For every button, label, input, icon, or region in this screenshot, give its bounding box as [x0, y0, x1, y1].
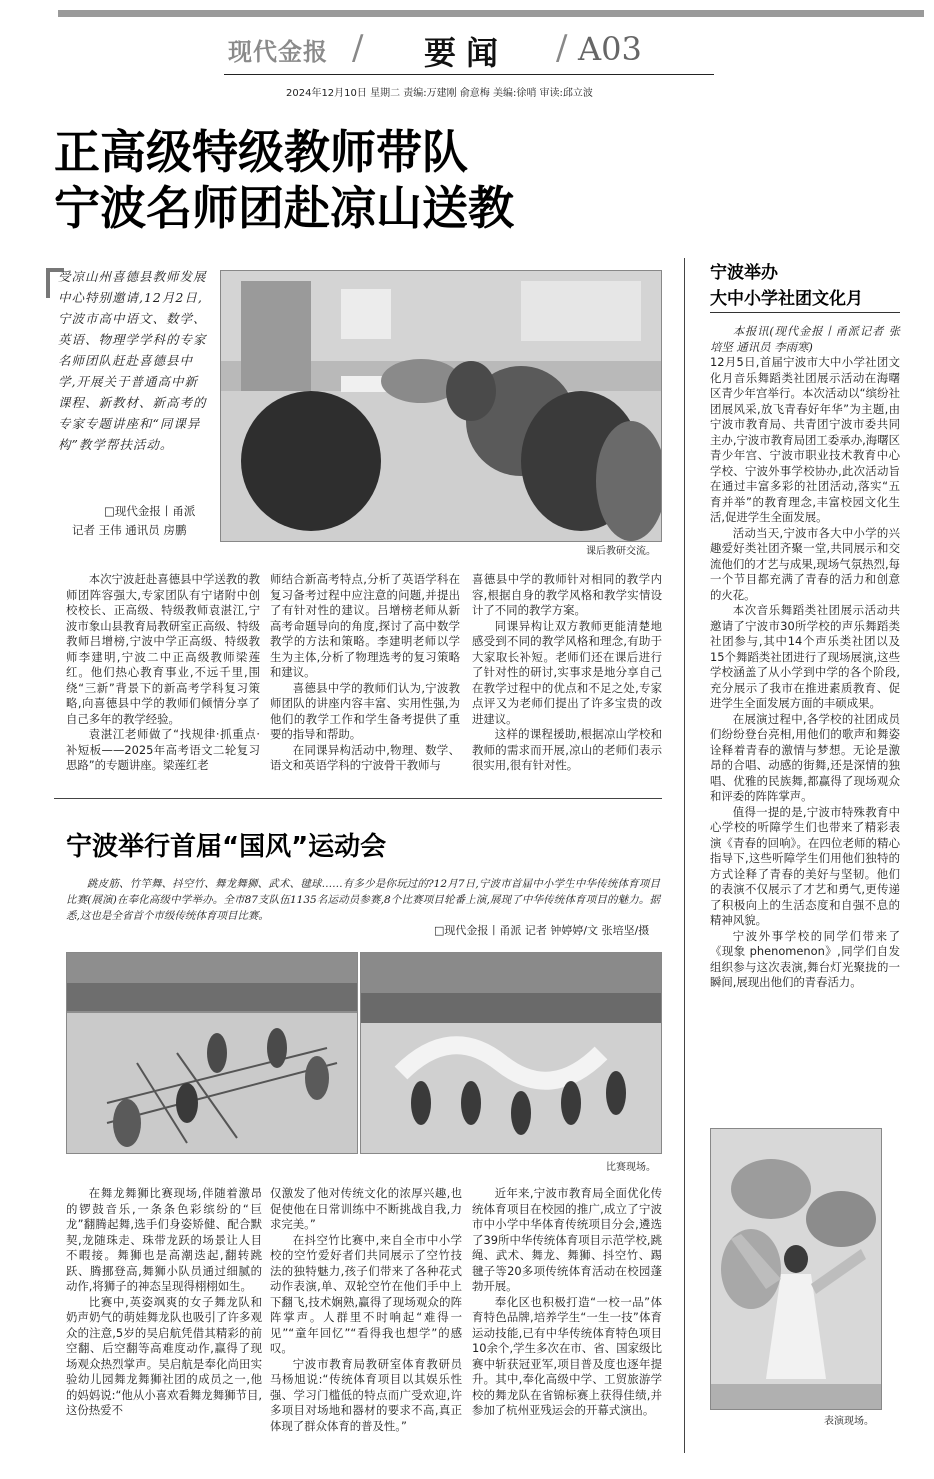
side-headline-rule — [710, 312, 900, 313]
paragraph: 本次宁波赶赴喜德县中学送教的教师团阵容强大,专家团队有宁诸附中创校校长、正高级、特级教师袁湛江,宁波市象山县教育局教研室正高级、特级教师吕增榜,宁波中学正高级、特级教师李建明,宁波二中正高级教师梁莲红。他们热心教育事业,不远千里,围绕“三新”背景下的新高考学科复习策略,向喜德县中学的教师们倾情分享了自己多年的教学经验。 — [66, 572, 260, 726]
side-byline: 本报讯(现代金报丨甬派记者 张培坚 通讯员 李雨寒) — [710, 324, 900, 354]
issue-meta: 2024年12月10日 星期二 责编:万建刚 俞意梅 美编:徐哨 审读:邱立波 — [286, 88, 593, 99]
paragraph: 喜德县中学的教师们认为,宁波教师团队的讲座内容丰富、实用性强,为他们的教学工作和学生备考提供了重要的指导和帮助。 — [270, 680, 460, 741]
second-article-col2 — [270, 1186, 462, 1434]
paragraph: 在舞龙舞狮比赛现场,伴随着激昂的锣鼓音乐,一条条色彩缤纷的“巨龙”翻腾起舞,选手们身姿矫健、配合默契,龙随珠走、珠带龙跃的场景让人目不暇接。舞狮也是高潮迭起,翻转跳跃、腾挪登高,舞狮小队员通过细腻的动作,将狮子的神态呈现得栩栩如生。 — [66, 1186, 262, 1293]
paragraph: 比赛中,英姿飒爽的女子舞龙队和奶声奶气的萌娃舞龙队也吸引了许多观众的注意,5岁的吴启航凭借其精彩的前空翻、后空翻等高难度动作,赢得了现场观众热烈掌声。吴启航是奉化尚田实验幼儿园舞龙舞狮社团的成员之一,他的妈妈说:“他从小喜欢看舞龙舞狮节目,这份热爱不 — [66, 1294, 262, 1417]
separator-slash: / — [352, 28, 364, 68]
main-byline-line2: 记者 王伟 通讯员 房鹏 — [72, 523, 187, 537]
paragraph: 本次音乐舞蹈类社团展示活动共邀请了宁波市30所学校的声乐舞蹈类社团参与,其中14个声乐类社团以及15个舞蹈类社团进行了现场展演,这些学校涵盖了从小学到中学的各个阶段,充分展示了我市在推进素质教育、促进学生全面发展方面的丰硕成果。 — [710, 603, 900, 710]
second-intro: 跳皮筋、竹竿舞、抖空竹、舞龙舞狮、武术、毽球……有多少是你玩过的?12月7日,宁波市首届中小学生中华传统体育项目比赛(展演)在奉化高级中学举办。全市87支队伍1135名运动员参赛,8个比赛项目轮番上演,展现了中华传统体育项目的魅力。据悉,这也是全省首个市级传统体育项目比赛。 — [66, 878, 660, 922]
side-headline-line1: 宁波举办 — [710, 263, 778, 283]
performance-photo-caption: 表演现场。 — [824, 1416, 874, 1427]
second-article-col1 — [66, 1186, 262, 1419]
page-number: A03 — [578, 30, 642, 68]
main-article-col1 — [66, 572, 260, 774]
paragraph: 在同课异构活动中,物理、数学、语文和英语学科的宁波骨干教师与 — [270, 742, 460, 772]
article-divider — [54, 798, 662, 799]
paragraph: 宁波外事学校的同学们带来了《现象 phenomenon》,同学们自发组织参与这次表演,舞台灯光聚拢的一瞬间,展现出他们的青春活力。 — [710, 928, 900, 989]
side-headline-line2: 大中小学社团文化月 — [710, 289, 863, 309]
paragraph: 同课异构让双方教师更能清楚地感受到不同的教学风格和理念,有助于大家取长补短。老师们还在课后进行了针对性的研讨,实事求是地分享自己在教学过程中的优点和不足之处,专家点评又为老师们提出了许多宝贵的改进建议。 — [472, 618, 662, 726]
separator-slash: / — [556, 28, 568, 68]
header-rule — [224, 74, 714, 75]
main-headline-line1: 正高级特级教师带队 — [54, 125, 468, 179]
paragraph: 喜德县中学的教师针对相同的教学内容,根据自身的教学风格和教学实情设计了不同的教学方案。 — [472, 572, 662, 617]
paragraph: 活动当天,宁波市各大中小学的兴趣爱好类社团齐聚一堂,共同展示和交流他们的才艺与成果,现场气氛热烈,每一个节目都充满了青春的活力和创意的火花。 — [710, 525, 900, 602]
paragraph: 宁波市教育局教研室体育教研员马杨旭说:“传统体育项目以其娱乐性强、学习门槛低的特点而广受欢迎,许多项目对场地和器材的要求不高,真正体现了群众体育的普及性。” — [270, 1356, 462, 1433]
paragraph: 12月5日,首届宁波市大中小学社团文化月音乐舞蹈类社团展示活动在海曙区青少年宫举行。本次活动以“缤纷社团展风采,放飞青春好年华”为主题,由宁波市教育局、共青团宁波市委共同主办,宁波市教育局团工委承办,海曙区青少年宫、宁波市职业技术教育中心学校、宁波外事学校协办,此次活动旨在通过丰富多彩的社团活动,落实“五育并举”的教育理念,丰富校园文化生活,促进学生全面发展。 — [710, 355, 900, 524]
main-lead: 受凉山州喜德县教师发展中心特别邀请,12月2日,宁波市高中语文、数学、英语、物理学学科的专家名师团队赶赴喜德县中学,开展关于普通高中新课程、新教材、新高考的专家专题讲座和“同课异构”教学帮扶活动。 — [58, 269, 207, 452]
competition-photo-caption: 比赛现场。 — [606, 1162, 656, 1173]
second-headline: 宁波举行首届“国风”运动会 — [66, 832, 387, 862]
paragraph: 奉化区也积极打造“一校一品”体育特色品牌,培养学生“一生一技”体育运动技能,已有中华传统体育特色项目10余个,学生多次在市、省、国家级比赛中斩获冠亚军,项目普及度也逐年提升。其中,奉化高级中学、工贸旅游学校的舞龙队在省锦标赛上获得佳绩,并参加了杭州亚残运会的开幕式演出。 — [472, 1294, 662, 1417]
paragraph: 在抖空竹比赛中,来自全市中小学校的空竹爱好者们共同展示了空竹技法的独特魅力,孩子们带来了各种花式动作表演,单、双轮空竹在他们手中上下翻飞,技术娴熟,赢得了现场观众的阵阵掌声。人群里不时响起“难得一见”“童年回忆”“看得我也想学”的感叹。 — [270, 1232, 462, 1355]
paragraph: 师结合新高考特点,分析了英语学科在复习备考过程中应注意的问题,并提出了有针对性的建议。吕增榜老师从新高考命题导向的角度,探讨了高中数学教学的方法和策略。李建明老师以学生为主体,分析了物理选考的复习策略和建议。 — [270, 572, 460, 679]
top-rule — [58, 10, 924, 17]
main-headline-line2: 宁波名师团赴凉山送教 — [54, 181, 514, 235]
column-divider — [684, 258, 685, 1453]
classroom-photo-caption: 课后教研交流。 — [586, 546, 656, 557]
second-byline: □现代金报丨甬派 记者 钟婷婷/文 张培坚/摄 — [434, 924, 650, 937]
paragraph: 近年来,宁波市教育局全面优化传统体育项目在校园的推广,成立了宁波市中小学中华体育传统项目分会,遴选了39所中华传统体育项目示范学校,跳绳、武术、舞龙、舞狮、抖空竹、踢毽子等20多项传统体育活动在校园蓬勃开展。 — [472, 1186, 662, 1293]
side-headline — [710, 260, 863, 312]
classroom-photo — [220, 270, 662, 542]
performance-photo — [710, 1128, 882, 1410]
dragon-dance-photo — [360, 952, 662, 1154]
section-title: 要闻 — [424, 34, 509, 72]
paragraph: 在展演过程中,各学校的社团成员们纷纷登台亮相,用他们的歌声和舞姿诠释着青春的激情与梦想。无论是激昂的合唱、动感的街舞,还是深情的独唱、优雅的民族舞,都赢得了现场观众和评委的阵阵掌声。 — [710, 711, 900, 803]
bamboo-dance-photo — [66, 952, 358, 1154]
second-article-col3 — [472, 1186, 662, 1419]
main-byline-line1: □现代金报丨甬派 — [104, 504, 196, 518]
newspaper-brand: 现代金报 — [228, 38, 328, 66]
main-article-col3 — [472, 572, 662, 774]
main-article-col2 — [270, 572, 460, 774]
side-article-body — [710, 324, 900, 991]
paragraph: 袁湛江老师做了“找规律·抓重点·补短板——2025年高考语文二轮复习思路”的专题讲座。梁莲红老 — [66, 727, 260, 772]
paragraph: 仅激发了他对传统文化的浓厚兴趣,也促使他在日常训练中不断挑战自我,力求完美。” — [270, 1186, 462, 1231]
paragraph: 这样的课程援助,根据凉山学校和教师的需求而开展,凉山的老师们表示很实用,很有针对性。 — [472, 727, 662, 772]
paragraph: 值得一提的是,宁波市特殊教育中心学校的听障学生们也带来了精彩表演《青春的回响》。在四位老师的精心指导下,这些听障学生们用他们独特的方式诠释了青春的美好与坚韧。他们的表演不仅展示了才艺和勇气,更传递了积极向上的生活态度和自强不息的精神风貌。 — [710, 804, 900, 927]
